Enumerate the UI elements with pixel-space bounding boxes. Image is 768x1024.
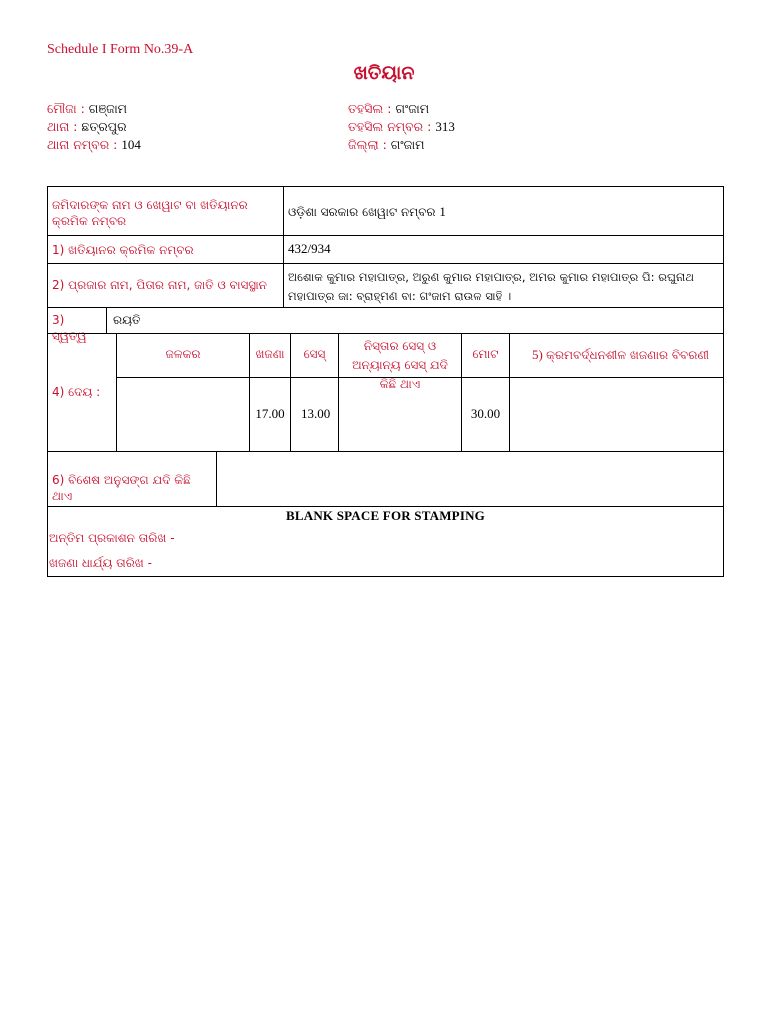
page-title: ଖତିୟାନ	[353, 62, 415, 84]
stamping-area-title: BLANK SPACE FOR STAMPING	[286, 508, 485, 523]
landlord-label: ଜମିଦାରଙ୍କ ନାମ ଓ ଖେୱାଟ ବା ଖତିୟାନର କ୍ରମିକ ନମ୍ବର	[52, 198, 248, 228]
final-publication-date-label: ଅନ୍ତିମ ପ୍ରକାଶନ ତାରିଖ -	[49, 531, 175, 545]
right-value-cell	[106, 307, 724, 334]
tenant-label: 2) ପ୍ରଜାର ନାମ, ପିତାର ନାମ, ଜାତି ଓ ବାସସ୍ଥାନ	[52, 278, 267, 292]
landlord-value-text: ଓଡ଼ିଶା ସରକାର ଖେୱାଟ ନମ୍ବର	[288, 205, 440, 219]
khewat-number: 1	[439, 204, 446, 219]
khajana-value-cell	[249, 377, 291, 452]
khatiyan-serial-value: 432/934	[288, 241, 331, 256]
special-note-label: 6) ବିଶେଷ ଅନୁସଙ୍ଗ ଯଦି କିଛି ଥାଏ	[52, 473, 191, 503]
thana-value: ଛତ୍ରପୁର	[81, 119, 127, 134]
right-label-cell	[47, 307, 107, 343]
form-number-heading: Schedule I Form No.39-A	[47, 42, 194, 57]
total-header-text: ମୋଟ	[472, 347, 499, 361]
khajana-value: 17.00	[255, 406, 285, 421]
special-note-label-cell	[47, 451, 217, 507]
tenant-label-cell	[47, 263, 284, 308]
landlord-label-cell	[47, 186, 284, 236]
tahasil-value: ଗଂଜାମ	[395, 101, 430, 116]
khajana-header-text: ଖଜଣା	[255, 347, 285, 361]
thana-line	[47, 119, 127, 135]
cess-header	[290, 333, 339, 378]
jalakara-header-text: ଜଳକର	[165, 347, 201, 361]
district-label: ଜିଲ୍ଲା :	[348, 137, 391, 152]
rent-fixation-date-label: ଖଜଣା ଧାର୍ଯ୍ୟ ତାରିଖ -	[49, 556, 152, 570]
khatiyan-serial-value-cell	[283, 235, 724, 264]
right-value: ରୟତି	[113, 313, 141, 327]
mouza-line	[47, 101, 127, 117]
tahasil-number-line	[348, 119, 455, 135]
progressive-rent-header	[509, 333, 724, 378]
thana-number-value: 104	[121, 137, 141, 152]
jalakara-value-cell	[116, 377, 250, 452]
total-value: 30.00	[470, 406, 501, 421]
cess-header-text: ସେସ୍	[303, 347, 326, 361]
cess-value: 13.00	[301, 406, 331, 421]
tahasil-line	[348, 101, 429, 117]
mouza-value: ଗଞ୍ଜାମ	[88, 101, 128, 116]
district-value: ଗଂଜାମ	[390, 137, 425, 152]
tenant-value-cell	[283, 263, 724, 308]
total-header	[461, 333, 510, 378]
mouza-label: ମୌଜା :	[47, 101, 89, 116]
dues-label: 4) ଦେୟ :	[52, 385, 101, 399]
special-note-value-cell	[216, 451, 724, 507]
landlord-value-cell	[283, 186, 724, 236]
nistar-header-text: ନିସ୍ତାର ସେସ୍ ଓ ଅନ୍ୟାନ୍ୟ ସେସ୍ ଯଦି କିଛି ଥାଏ	[352, 339, 448, 391]
progressive-rent-header-text: କ୍ରମବର୍ଦ୍ଧନଶୀଳ ଖଜଣାର ବିବରଣୀ	[546, 348, 710, 362]
dues-label-cell	[47, 333, 117, 452]
nistar-value-cell	[338, 377, 462, 452]
stamping-area	[47, 506, 724, 577]
tenant-value: ଅଶୋକ କୁମାର ମହାପାତ୍ର, ଅରୁଣ କୁମାର ମହାପାତ୍ର, ଅମର କୁମାର ମହାପାତ୍ର ପି: ରଘୁନାଥ ମହାପାତ୍ର ଜା: ବ୍ରାହ୍ମଣ ବା: ଗଂଜାମ ରାଉଳ ସାହି ।	[288, 270, 695, 303]
district-line	[348, 137, 424, 153]
khatiyan-serial-label: 1) ଖତିୟାନର କ୍ରମିକ ନମ୍ବର	[52, 243, 194, 257]
cess-value-cell	[290, 377, 339, 452]
thana-number-label: ଥାନା ନମ୍ବର :	[47, 137, 122, 152]
right-label: 3) ସ୍ୱତ୍ୱ	[52, 313, 87, 343]
khajana-header	[249, 333, 291, 378]
progressive-rent-value-cell	[509, 377, 724, 452]
total-value-cell	[461, 377, 510, 452]
khatiyan-serial-label-cell	[47, 235, 284, 264]
thana-label: ଥାନା :	[47, 119, 82, 134]
tahasil-label: ତହସିଲ :	[348, 101, 396, 116]
tahasil-number-label: ତହସିଲ ନମ୍ବର :	[348, 119, 436, 134]
thana-number-line	[47, 137, 141, 153]
progressive-rent-prefix: 5)	[532, 347, 547, 362]
jalakara-header	[116, 333, 250, 378]
tahasil-number-value: 313	[435, 119, 455, 134]
nistar-header	[338, 333, 462, 391]
